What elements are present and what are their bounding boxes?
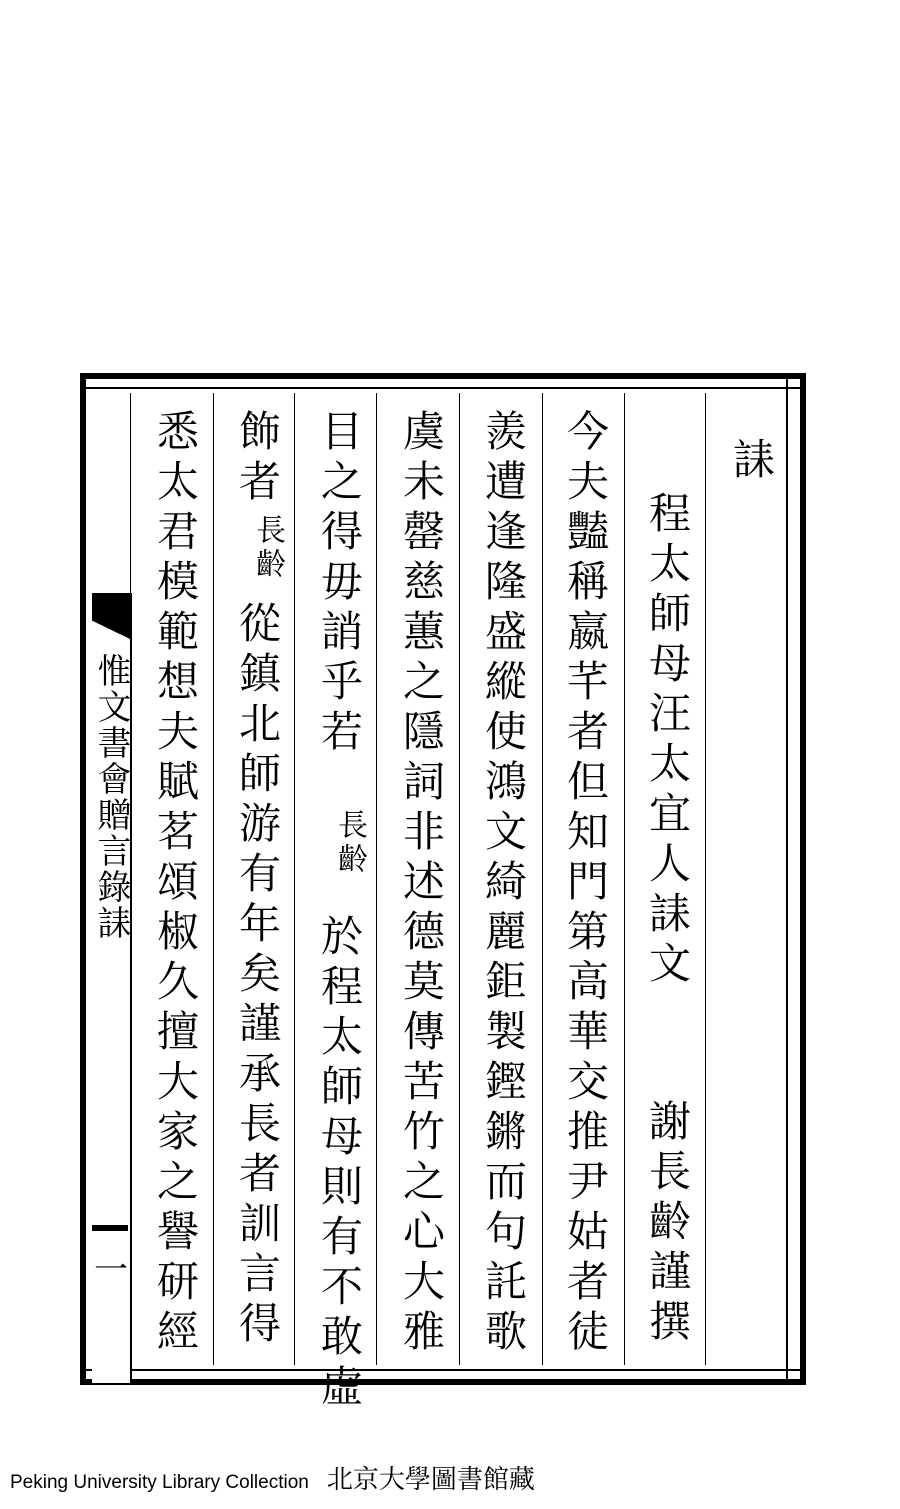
spine-title: 惟文書會贈言錄誄 [91,653,131,941]
frame-right-rule [786,379,788,1379]
frame-inner-top-rule [86,387,800,389]
fish-tail-mark [92,593,130,639]
column-rule [542,393,543,1365]
text-column-3: 虞未罄慈蕙之隱詞非述德莫傳苦竹之心大雅 [397,409,446,1359]
text-column-4a: 目之得毋誚乎若 [315,409,364,759]
frame-inner-bottom-rule [86,1369,800,1371]
column-rule [213,393,214,1365]
name-honorific: 長齡 [250,514,285,582]
title-column: 程太師母汪太宜人誄文 [643,491,692,991]
column-rule [376,393,377,1365]
name-honorific: 長齡 [332,809,367,877]
spine-strip [92,593,132,1383]
page-frame [80,373,806,1414]
collection-en: Peking University Library Collection [10,1472,309,1493]
text-column-5a: 飾者 [233,409,282,509]
spine-bar [92,1225,128,1231]
leaf-number: 一 [94,1250,128,1290]
column-rule [294,393,295,1365]
heading-column: 誄 [727,437,776,487]
text-column-4b: 於程太師母則有不敢虛 [315,914,364,1414]
collection-footer [10,1460,890,1500]
column-rule [705,393,706,1365]
author-line: 謝長齡謹撰 [643,1099,692,1349]
text-column-5b: 從鎮北師游有年矣謹承長者訓言得 [233,601,282,1351]
collection-zh: 北京大學圖書館藏 [326,1465,535,1495]
text-column-2: 羨遭逢隆盛縱使鴻文綺麗鉅製鏗鏘而句託歌 [479,409,528,1359]
text-column-6: 悉太君模範想夫賦茗頌椒久擅大家之譽研經 [151,409,200,1359]
column-rule [624,393,625,1365]
text-column-1: 今夫豔稱嬴芊者但知門第高華交推尹姑者徒 [561,409,610,1359]
column-rule [459,393,460,1365]
